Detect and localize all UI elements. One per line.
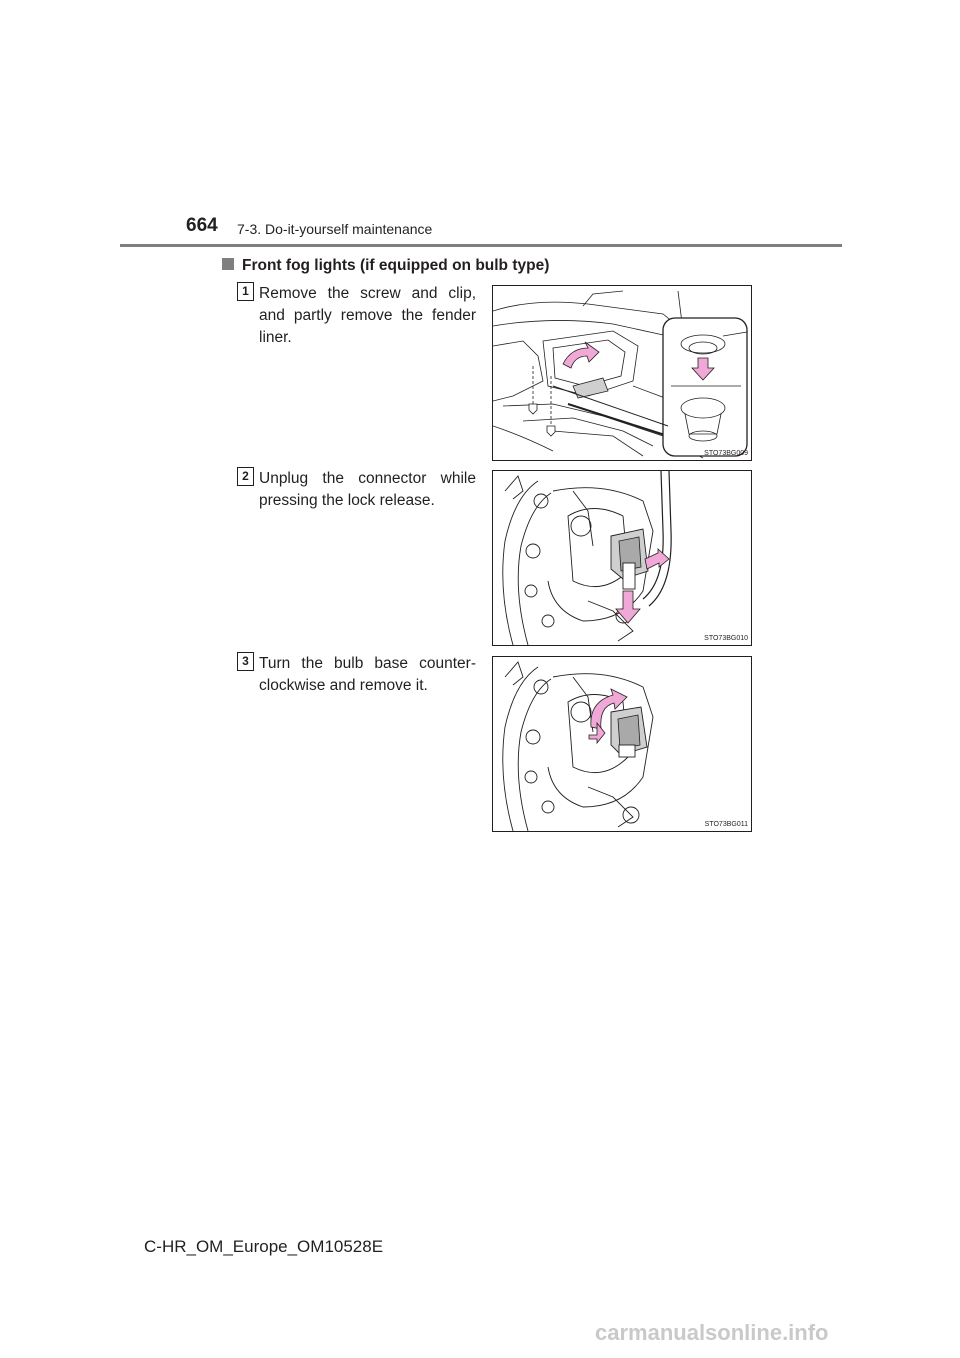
watermark: carmanualsonline.info: [595, 1320, 829, 1345]
header-rule: [120, 244, 842, 247]
section-heading-text: Front fog lights (if equipped on bulb type): [242, 257, 550, 274]
document-code: C-HR_OM_Europe_OM10528E: [144, 1237, 384, 1256]
page-number: 664: [186, 215, 218, 236]
square-bullet-icon: [222, 258, 234, 270]
figure-bulb-base: [492, 656, 752, 832]
bulb-base-illustration: [493, 657, 751, 831]
fender-liner-illustration: [493, 286, 751, 460]
section-heading: [222, 256, 549, 276]
figure-code-2: STO73BG010: [704, 635, 748, 642]
step-text-1: Remove the screw and clip, and partly remove the fender liner.: [259, 285, 476, 346]
figure-connector: [492, 470, 752, 646]
figure-code-3: STO73BG011: [704, 821, 748, 828]
step-number-2: 2: [237, 467, 254, 486]
step-number-1: 1: [237, 282, 254, 301]
step-text-3: Turn the bulb base counter-clockwise and remove it.: [259, 655, 476, 694]
step-text-2: Unplug the connector while pressing the lock release.: [259, 470, 476, 509]
figure-code-1: STO73BG009: [704, 450, 748, 457]
section-title: 7-3. Do-it-yourself maintenance: [237, 221, 433, 237]
connector-illustration: [493, 471, 751, 645]
step-number-3: 3: [237, 652, 254, 671]
figure-fender-liner: [492, 285, 752, 461]
